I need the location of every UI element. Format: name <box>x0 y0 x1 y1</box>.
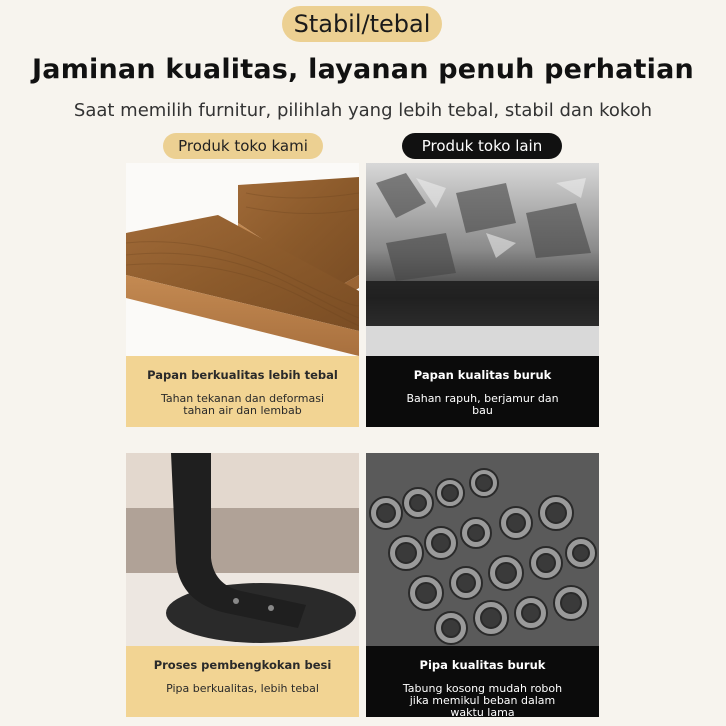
card-poor-pipe <box>366 453 599 717</box>
card-title: Proses pembengkokan besi <box>153 658 332 672</box>
card-bent-iron <box>126 453 359 717</box>
card-quality-board <box>126 163 359 427</box>
card-description: Tabung kosong mudah roboh jika memikul beban dalam waktu lama <box>402 682 563 719</box>
other-product-label: Produk toko lain <box>402 133 562 159</box>
rusty-pipes-photo <box>366 453 599 646</box>
wood-board-photo <box>126 163 359 356</box>
card-title: Papan berkualitas lebih tebal <box>147 368 338 382</box>
iron-leg-photo <box>126 453 359 646</box>
card-description: Pipa berkualitas, lebih tebal <box>166 682 319 695</box>
card-title: Papan kualitas buruk <box>413 368 552 382</box>
rotten-board-photo <box>366 163 599 356</box>
card-description: Bahan rapuh, berjamur dan bau <box>406 392 559 417</box>
card-title: Pipa kualitas buruk <box>419 658 546 672</box>
card-description: Tahan tekanan dan deformasi tahan air dan lembab <box>160 392 325 417</box>
page-subheadline: Saat memilih furnitur, pilihlah yang lebih tebal, stabil dan kokoh <box>73 100 653 121</box>
page-headline: Jaminan kualitas, layanan penuh perhatian <box>32 54 694 85</box>
top-badge: Stabil/tebal <box>282 6 442 42</box>
card-poor-board <box>366 163 599 427</box>
our-product-label: Produk toko kami <box>163 133 323 159</box>
